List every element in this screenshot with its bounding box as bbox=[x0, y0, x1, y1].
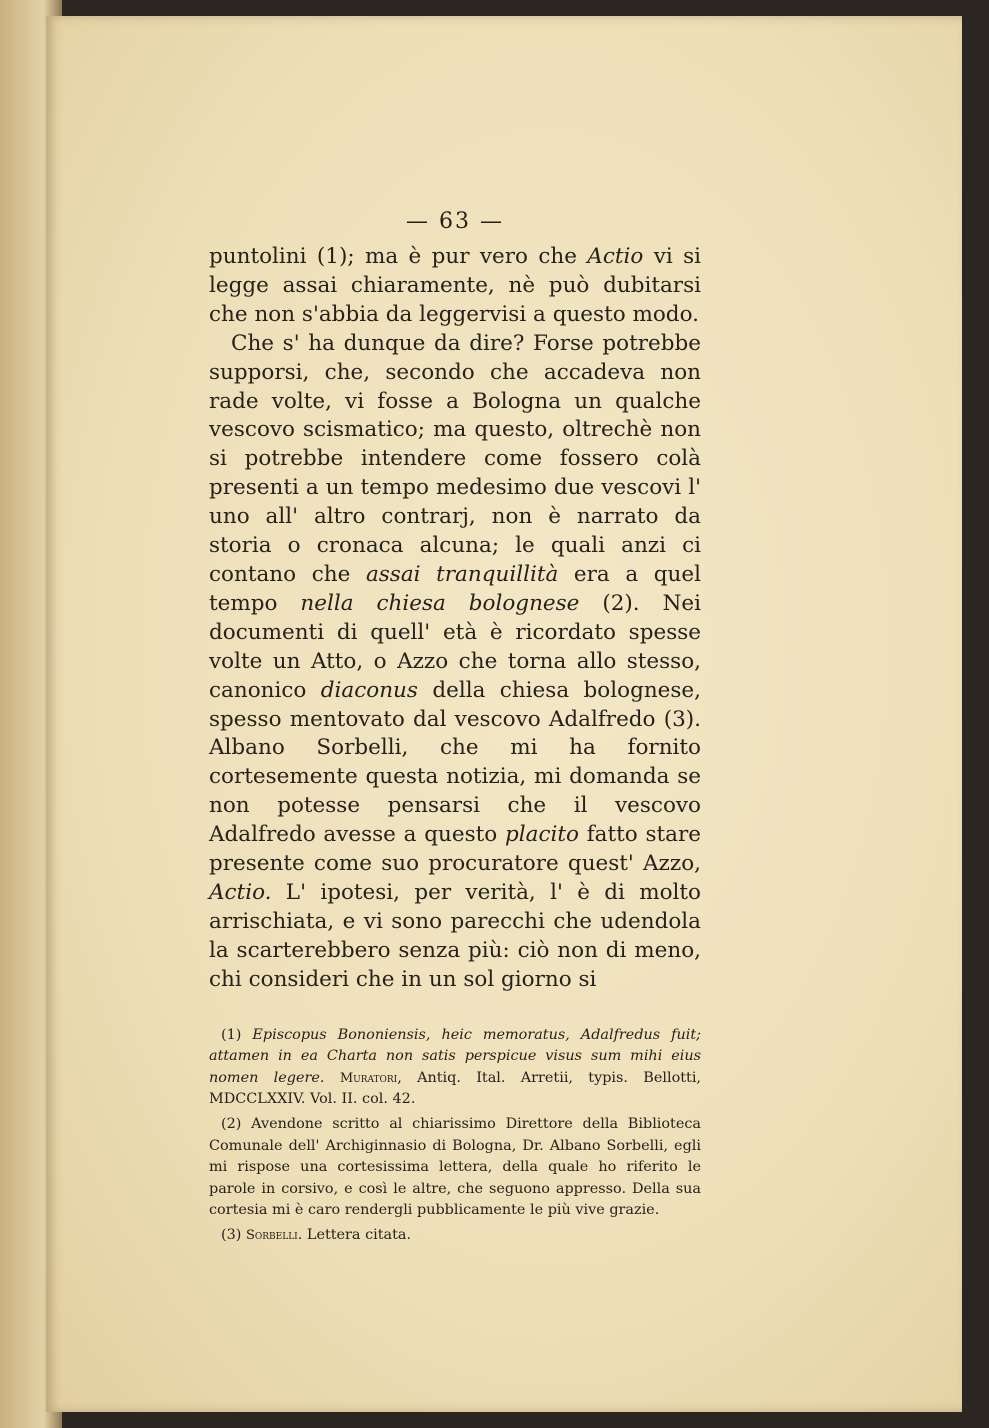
page-number: — 63 — bbox=[406, 209, 504, 234]
text-run: . Lettera citata. bbox=[297, 1226, 412, 1243]
book-page bbox=[46, 16, 962, 1412]
text-run: (3) bbox=[221, 1226, 246, 1243]
italic-text: nella chiesa bolognese bbox=[300, 590, 580, 616]
text-run: , Antiq. Ital. Arretii, typis. Bellotti, MDCCLXXIV. Vol. II. col. 42. bbox=[209, 1069, 702, 1108]
text-run: della chiesa bolognese, spesso mentovato dal vescovo Adalfredo (3). Albano Sorbelli, che mi ha fornito cortesemente questa notizia, mi domanda se non potesse pensarsi che il vescovo Adalfredo avesse a questo bbox=[209, 677, 701, 848]
text-run: puntolini (1); ma è pur vero che bbox=[209, 244, 588, 269]
italic-text: placito bbox=[504, 822, 579, 848]
text-run: Muratori bbox=[339, 1070, 398, 1086]
text-run: Sorbelli bbox=[245, 1227, 298, 1243]
text-run: (2). Nei documenti di quell' età è ricordato spesse volte un Atto, o Azzo che torna allo stesso, canonico bbox=[209, 590, 701, 703]
footnotes bbox=[209, 1025, 701, 1247]
text-run: (1) bbox=[221, 1026, 253, 1043]
footnote bbox=[209, 1114, 701, 1222]
footnote bbox=[209, 1025, 701, 1111]
text-run: fatto stare presente come suo procuratore quest' Azzo, bbox=[209, 822, 701, 877]
italic-text: Episcopus Bononiensis, heic memoratus, Adalfredus fuit; attamen in ea Charta non satis perspicue visus sum mihi eius nomen legere. bbox=[209, 1026, 702, 1086]
text-run: era a quel tempo bbox=[209, 561, 701, 616]
text-run: Che s' ha dunque da dire? Forse potrebbe supporsi, che, secondo che accadeva non rade volte, vi fosse a Bologna un qualche vescovo scismatico; ma questo, oltrechè non si potrebbe intendere come fossero colà presenti a un tempo medesimo due vescovi l' uno all' altro contrarj, non è narrato da storia o cronaca alcuna; le quali anzi ci contano che bbox=[209, 330, 701, 587]
italic-text: assai tranquillità bbox=[365, 561, 559, 587]
text-run: vi si legge assai chiaramente, nè può dubitarsi che non s'abbia da leggervisi a questo modo. bbox=[209, 244, 701, 327]
paragraph bbox=[209, 330, 701, 995]
text-run bbox=[325, 1070, 340, 1086]
text-run: (2) Avendone scritto al chiarissimo Direttore della Biblioteca Comunale dell' Archiginnasio di Bologna, Dr. Albano Sorbelli, egli mi rispose una cortesissima lettera, della quale ho riferito le parole in corsivo, e così le altre, che seguono appresso. Della sua cortesia mi è caro rendergli pubblicamente le più vive grazie. bbox=[209, 1115, 701, 1219]
text-block bbox=[209, 209, 701, 1250]
paragraph bbox=[209, 243, 701, 330]
text-run: L' ipotesi, per verità, l' è di molto arrischiata, e vi sono parecchi che udendola la scarterebbero senza più: ciò non di meno, chi consideri che in un sol giorno si bbox=[209, 879, 701, 992]
italic-text: Actio bbox=[587, 244, 644, 269]
italic-text: Actio. bbox=[209, 879, 272, 905]
footnote bbox=[209, 1225, 701, 1247]
body-text bbox=[209, 243, 701, 995]
italic-text: diaconus bbox=[320, 677, 418, 703]
